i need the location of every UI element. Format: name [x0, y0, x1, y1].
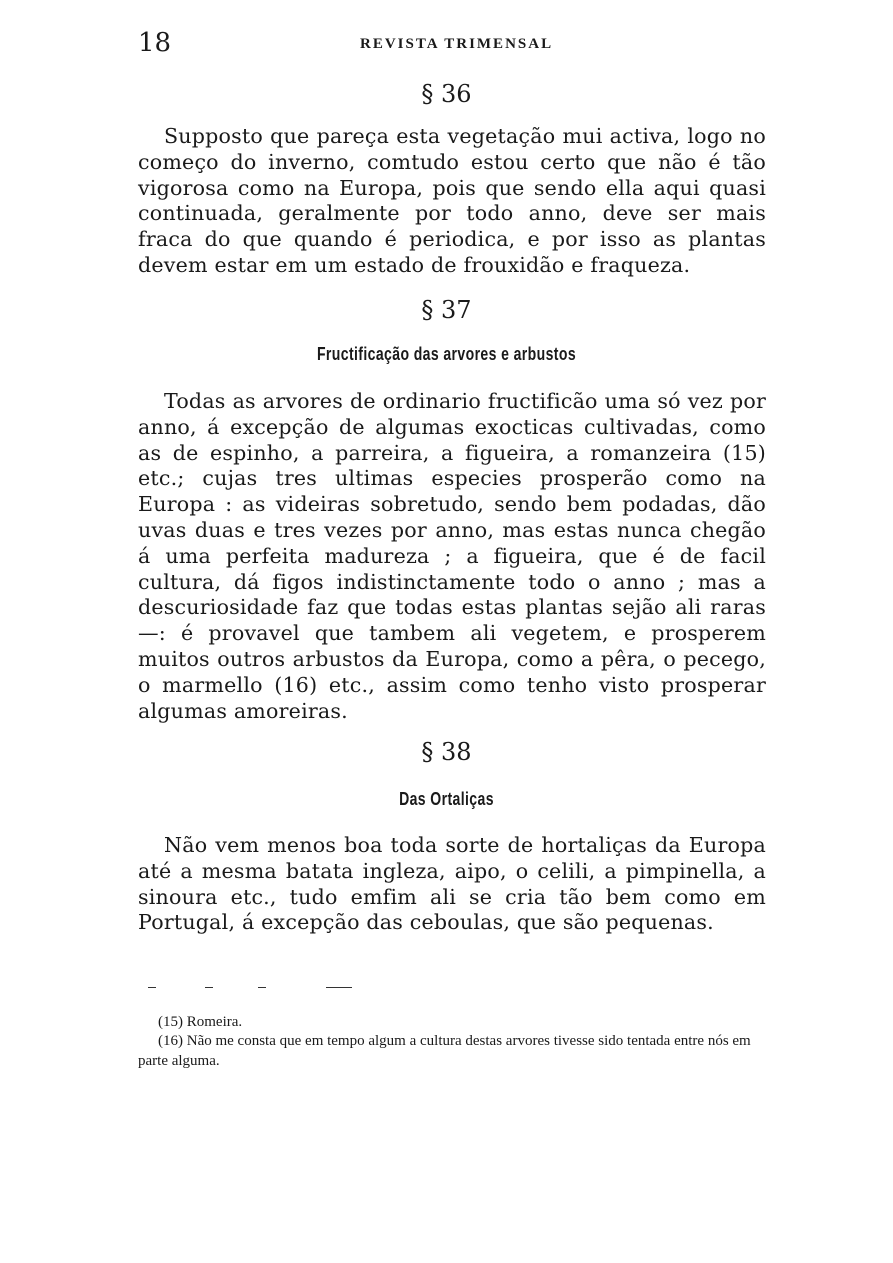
- section-mark-36: § 36: [421, 80, 472, 108]
- footnote-rule-dash-1: [148, 987, 156, 988]
- section-36-paragraph: Supposto que pareça esta vegetação mui activa, logo no começo do inverno, comtudo estou certo que não é tão vigorosa como na Europa, pois que sendo ella aqui quasi continuada, geralmente por todo anno, deve ser mais fraca do que quando é periodica, e por isso as plantas devem estar em um estado de frouxidão e fraqueza.: [138, 124, 766, 277]
- running-head: [138, 28, 768, 58]
- footnote-rule-line: [326, 987, 352, 988]
- section-37-paragraph: Todas as arvores de ordinario fructificão uma só vez por anno, á excepção de algumas exocticas cultivadas, como as de espinho, a parreira, a figueira, a romanzeira (15) etc.; cujas tres ultimas especies prosperão como na Europa : as videiras sobretudo, sendo bem podadas, dão uvas duas e tres vezes por anno, mas estas nunca chegão á uma perfeita madureza ; a figueira, que é de facil cultura, dá figos indistinctamente todo o anno ; mas a descuriosidade faz que todas estas plantas sejão ali raras—: é provavel que tambem ali vegetem, e prosperem muitos outros arbustos da Europa, como a pêra, o pecego, o marmello (16) etc., assim como tenho visto prosperar algumas amoreiras.: [138, 389, 766, 723]
- footnote-16: (16) Não me consta que em tempo algum a cultura destas arvores tivesse sido tentada entre nós em parte alguma.: [138, 1033, 751, 1069]
- page-number: 18: [138, 28, 172, 58]
- section-38-paragraph: Não vem menos boa toda sorte de hortaliças da Europa até a mesma batata ingleza, aipo, o celili, a pimpinella, a sinoura etc., tudo emfim ali se cria tão bem como em Portugal, á excepção das ceboulas, que são pequenas.: [138, 833, 766, 935]
- section-37-subtitle: Fructificação das arvores e arbustos: [316, 344, 577, 364]
- section-38-subtitle: Das Ortaliças: [399, 789, 494, 809]
- section-mark-38: § 38: [421, 738, 472, 766]
- footnote-15: (15) Romeira.: [158, 1014, 243, 1030]
- section-mark-37: § 37: [421, 296, 472, 324]
- footnote-rule-dash-3: [258, 987, 266, 988]
- journal-title: REVISTA TRIMENSAL: [360, 36, 554, 52]
- footnote-rule-dash-2: [205, 987, 213, 988]
